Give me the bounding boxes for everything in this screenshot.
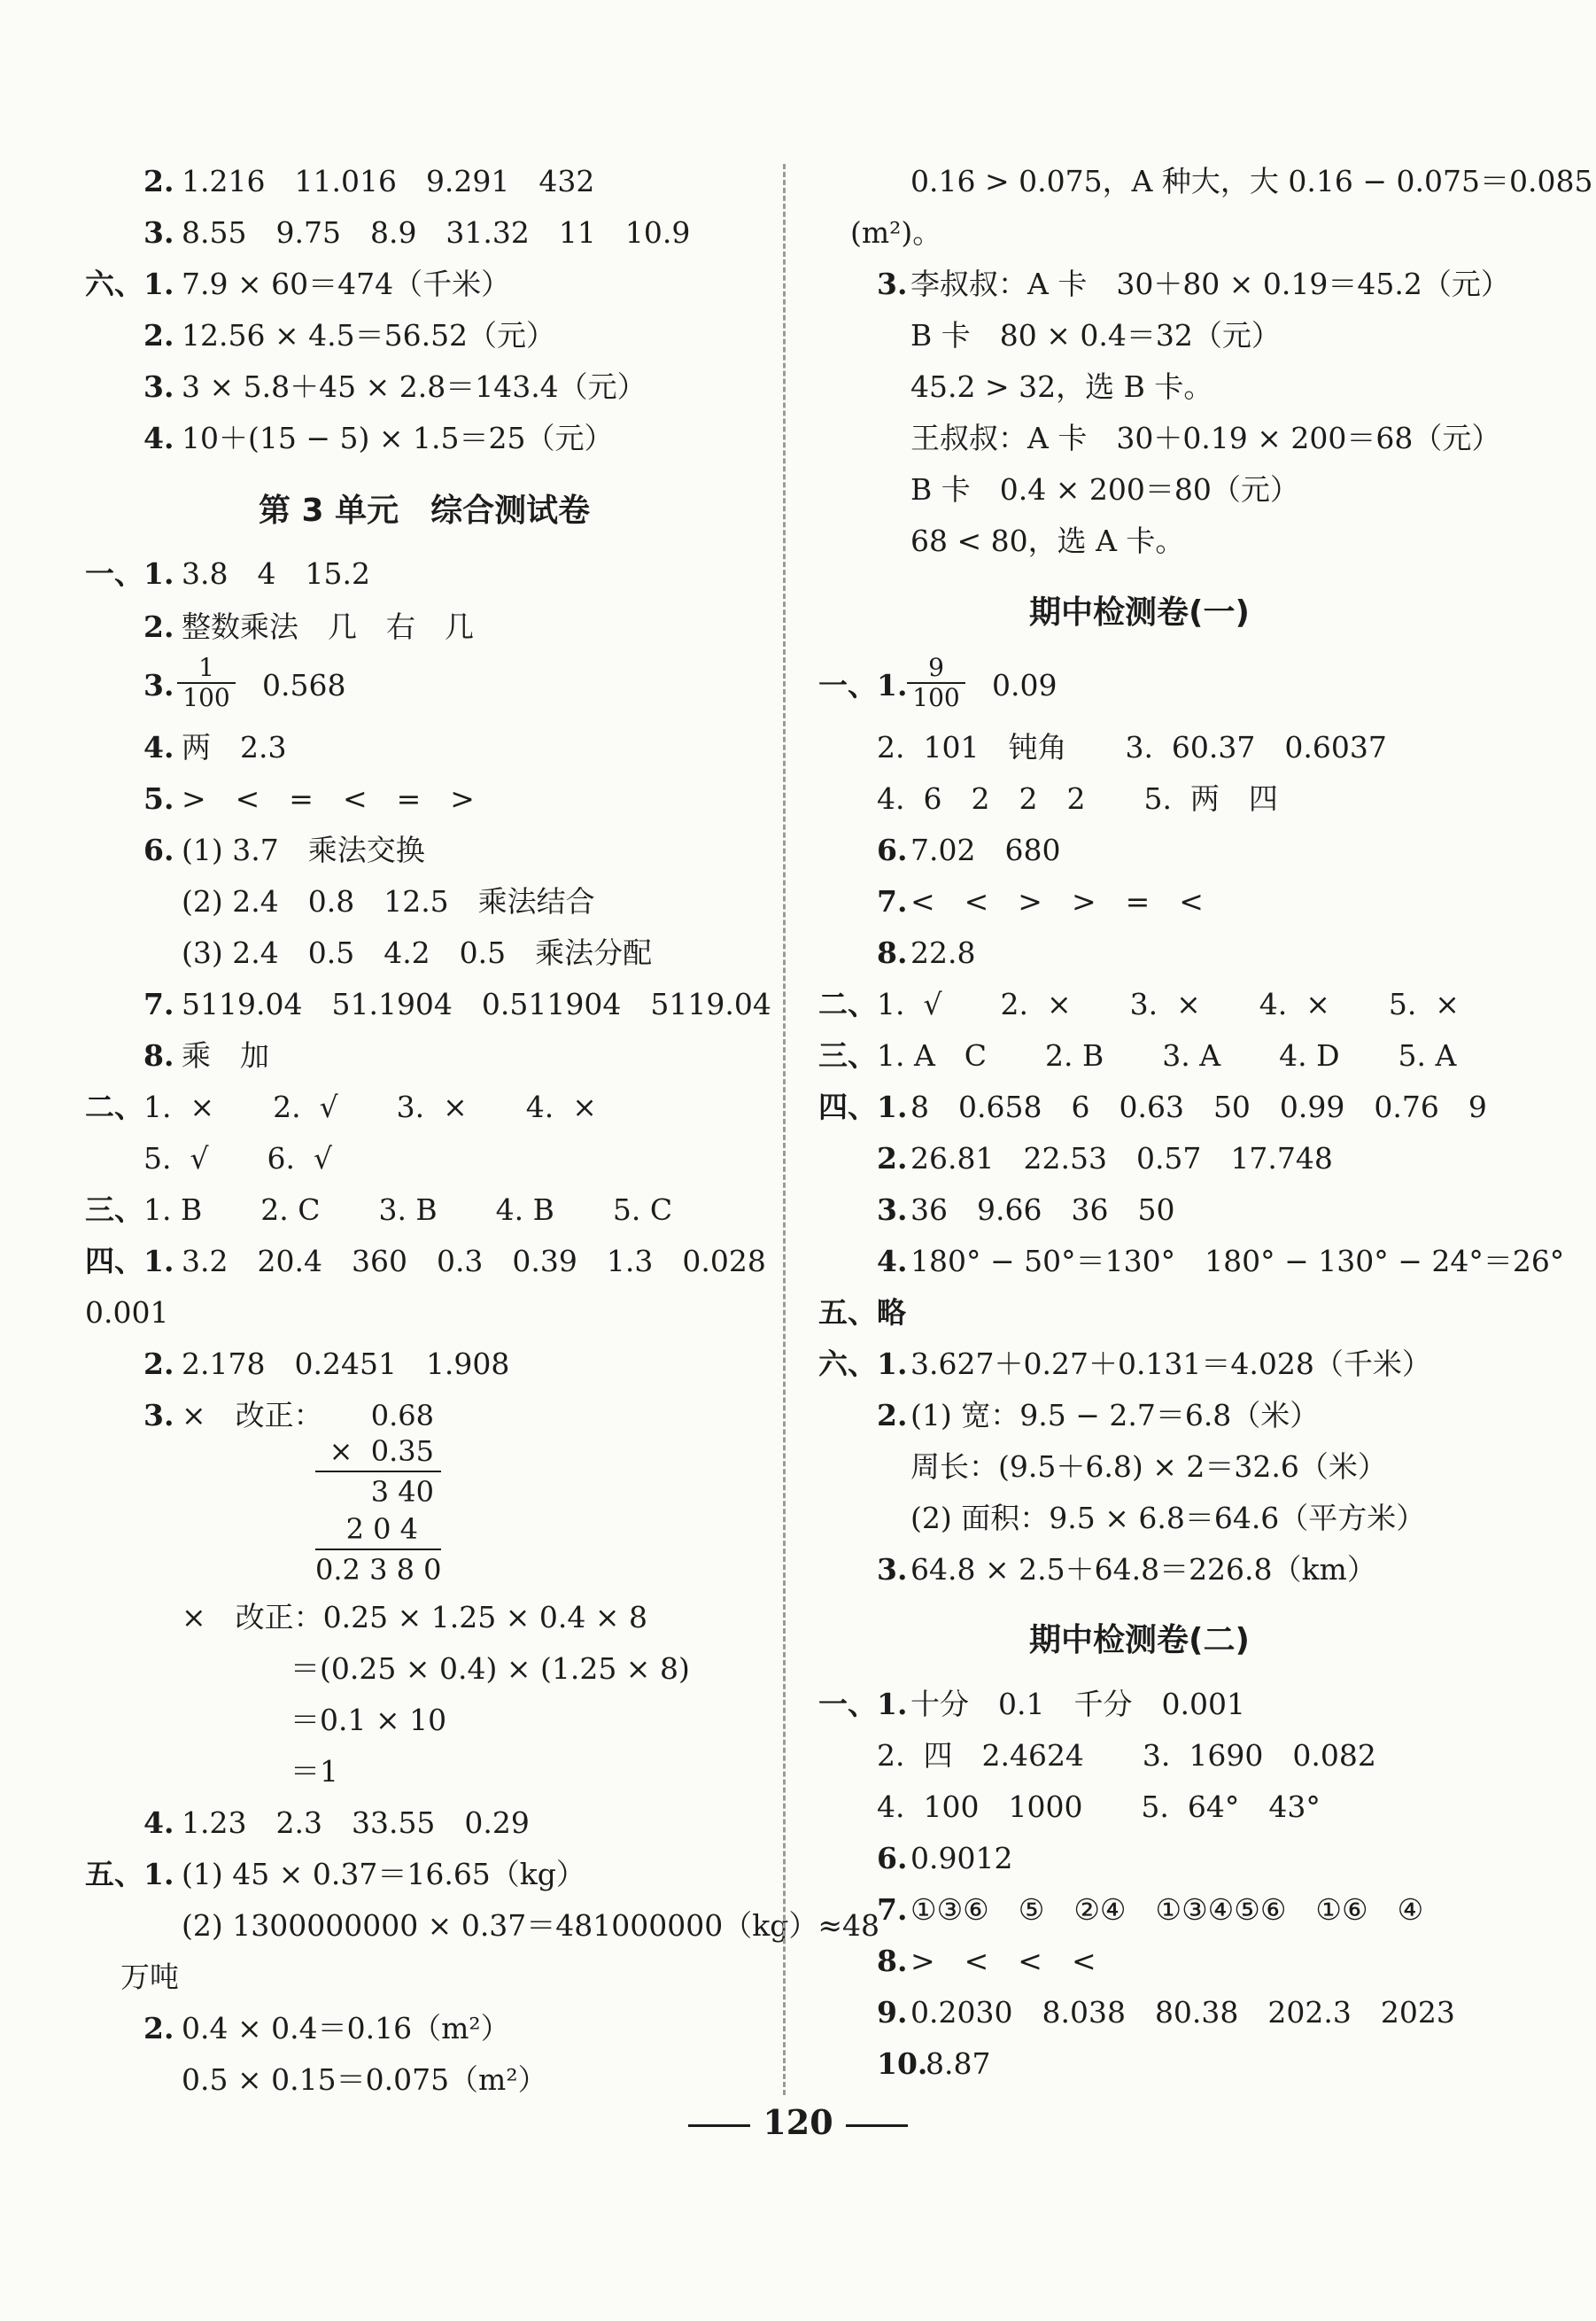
- midterm-1-title: 期中检测卷(一): [1029, 594, 1250, 631]
- footer-dash: [688, 2124, 750, 2127]
- answer-line: 0.9012: [910, 1841, 1013, 1875]
- item-number: 5.: [143, 781, 174, 816]
- fraction-numerator: 9: [928, 653, 944, 682]
- answer-line: 3.627＋0.27＋0.131＝4.028（千米）: [910, 1347, 1431, 1381]
- answer-line: 1. × 2. √ 3. × 4. ×: [143, 1090, 597, 1124]
- section-label: 三、: [85, 1192, 143, 1227]
- item-number: 1.: [143, 1857, 174, 1891]
- page-number: 120: [763, 2102, 833, 2142]
- item-number: 2.: [143, 609, 174, 644]
- answer-line: 1. A C 2. B 3. A 4. D 5. A: [877, 1038, 1457, 1073]
- multiplicand: 0.68: [370, 1399, 434, 1432]
- answer-line: 8.55 9.75 8.9 31.32 11 10.9: [182, 215, 691, 250]
- answer-line: ＝0.1 × 10: [291, 1703, 447, 1737]
- item-number: 2.: [877, 1398, 908, 1432]
- fraction: [177, 654, 236, 712]
- answer-line: × 改正：: [182, 1398, 323, 1432]
- section-label: 一、: [85, 556, 143, 591]
- item-number: 9.: [877, 1995, 908, 2030]
- answer-line: 0.09: [992, 668, 1058, 703]
- item-number: 8.: [877, 935, 908, 970]
- section-label: 二、: [85, 1090, 143, 1124]
- section-label: 一、: [818, 1687, 877, 1721]
- item-number: 3.: [143, 668, 174, 703]
- answer-line: 5119.04 51.1904 0.511904 5119.04: [182, 987, 771, 1021]
- answer-line: ＝1: [291, 1754, 338, 1789]
- answer-line: 3.8 4 15.2: [182, 556, 370, 591]
- answer-line: 李叔叔：A 卡 30＋80 × 0.19＝45.2（元）: [910, 267, 1510, 301]
- answer-line: 7.02 680: [910, 833, 1061, 867]
- item-number: 2.: [877, 1141, 908, 1176]
- answer-line: 4. 100 1000 5. 64° 43°: [877, 1789, 1321, 1824]
- answer-line: > < = < = >: [182, 781, 475, 816]
- section-label: 六、: [85, 267, 143, 301]
- answer-line: 8 0.658 6 0.63 50 0.99 0.76 9: [910, 1090, 1487, 1124]
- answer-line: 45.2 > 32，选 B 卡。: [910, 369, 1213, 404]
- item-number: 6.: [143, 833, 174, 867]
- partial-product: 2 0 4: [345, 1512, 418, 1546]
- answer-line: 12.56 × 4.5＝56.52（元）: [182, 318, 556, 353]
- item-number: 6.: [877, 1841, 908, 1875]
- answer-line: (1) 宽：9.5 − 2.7＝6.8（米）: [910, 1398, 1320, 1432]
- fraction-denominator: 100: [907, 682, 965, 712]
- answer-line: 两 2.3: [182, 730, 287, 765]
- answer-line: < < > > = <: [910, 884, 1204, 919]
- item-number: 7.: [143, 987, 174, 1021]
- section-label: 三、: [818, 1038, 877, 1073]
- answer-line: (2) 1300000000 × 0.37＝481000000（kg）≈48: [182, 1908, 880, 1943]
- item-number: 7.: [877, 1892, 908, 1927]
- answer-line: > < < <: [910, 1944, 1096, 1978]
- answer-line: 0.16 > 0.075，A 种大，大 0.16 − 0.075＝0.085: [910, 164, 1593, 198]
- answer-line: 乘 加: [182, 1038, 269, 1073]
- item-number: 4.: [877, 1244, 908, 1278]
- fraction-numerator: 1: [198, 653, 214, 682]
- item-number: 10.: [877, 2046, 928, 2081]
- item-number: 3.: [143, 369, 174, 404]
- item-number: 3.: [143, 1398, 174, 1432]
- answer-line: 68 < 80，选 A 卡。: [910, 524, 1185, 558]
- item-number: 4.: [143, 1805, 174, 1840]
- answer-line: 万吨: [120, 1960, 179, 1994]
- answer-line: 8.87: [926, 2046, 991, 2081]
- answer-line: (m²)。: [850, 215, 942, 250]
- item-number: 2.: [143, 164, 174, 198]
- answer-line: 1.23 2.3 33.55 0.29: [182, 1805, 530, 1840]
- answer-line: 0.4 × 0.4＝0.16（m²）: [182, 2011, 510, 2045]
- answer-line: 王叔叔：A 卡 30＋0.19 × 200＝68（元）: [910, 421, 1501, 455]
- item-number: 3.: [877, 267, 908, 301]
- item-number: 4.: [143, 730, 174, 765]
- answer-line: 2. 101 钝角 3. 60.37 0.6037: [877, 730, 1387, 765]
- answer-line: 3.2 20.4 360 0.3 0.39 1.3 0.028: [182, 1244, 766, 1278]
- midterm-2-title: 期中检测卷(二): [1029, 1622, 1250, 1658]
- answer-line: 10＋(15 − 5) × 1.5＝25（元）: [182, 421, 614, 455]
- item-number: 3.: [877, 1552, 908, 1587]
- item-number: 1.: [877, 1090, 908, 1124]
- answer-line: 1. √ 2. × 3. × 4. × 5. ×: [877, 987, 1460, 1021]
- answer-line: 180° − 50°＝130° 180° − 130° − 24°＝26°: [910, 1244, 1565, 1278]
- section-label: 四、: [85, 1244, 143, 1278]
- footer-dash: [846, 2124, 908, 2127]
- answer-line: 0.001: [85, 1295, 169, 1330]
- item-number: 1.: [877, 1347, 908, 1381]
- item-number: 6.: [877, 833, 908, 867]
- answer-line: 36 9.66 36 50: [910, 1192, 1175, 1227]
- answer-line: B 卡 0.4 × 200＝80（元）: [910, 472, 1299, 507]
- answer-line: 1.216 11.016 9.291 432: [182, 164, 595, 198]
- answer-line: 整数乘法 几 右 几: [182, 609, 474, 644]
- item-number: 1.: [877, 1687, 908, 1721]
- item-number: 8.: [143, 1038, 174, 1073]
- answer-line: 7.9 × 60＝474（千米）: [182, 267, 511, 301]
- answer-line: 周长：(9.5＋6.8) × 2＝32.6（米）: [910, 1449, 1387, 1484]
- answer-line: (2) 2.4 0.8 12.5 乘法结合: [182, 884, 595, 919]
- item-number: 3.: [143, 215, 174, 250]
- answer-line: 64.8 × 2.5＋64.8＝226.8（km）: [910, 1552, 1376, 1587]
- unit3-title: 第 3 单元 综合测试卷: [259, 493, 591, 529]
- product: 0.2 3 8 0: [315, 1553, 442, 1587]
- answer-line: B 卡 80 × 0.4＝32（元）: [910, 318, 1281, 353]
- answer-line: 0.568: [262, 668, 346, 703]
- answer-line: ①③⑥ ⑤ ②④ ①③④⑤⑥ ①⑥ ④: [910, 1892, 1424, 1927]
- fraction: [907, 654, 965, 712]
- answer-line: 22.8: [910, 935, 976, 970]
- rule-line: [315, 1471, 441, 1472]
- item-number: 3.: [877, 1192, 908, 1227]
- rule-line: [315, 1549, 441, 1550]
- answer-line: 1. B 2. C 3. B 4. B 5. C: [143, 1192, 673, 1227]
- answer-line: (3) 2.4 0.5 4.2 0.5 乘法分配: [182, 935, 653, 970]
- item-number: 4.: [143, 421, 174, 455]
- item-number: 1.: [143, 1244, 174, 1278]
- answer-line: (1) 3.7 乘法交换: [182, 833, 425, 867]
- answer-line: (2) 面积：9.5 × 6.8＝64.6（平方米）: [910, 1501, 1426, 1535]
- item-number: 1.: [143, 267, 174, 301]
- answer-line: 4. 6 2 2 2 5. 两 四: [877, 781, 1278, 816]
- item-number: 1.: [143, 556, 174, 591]
- answer-line: 0.2030 8.038 80.38 202.3 2023: [910, 1995, 1455, 2030]
- fraction-denominator: 100: [177, 682, 236, 712]
- item-number: 1.: [877, 668, 908, 703]
- answer-line: 3 × 5.8＋45 × 2.8＝143.4（元）: [182, 369, 647, 404]
- item-number: 2.: [143, 318, 174, 353]
- section-label: 二、: [818, 987, 877, 1021]
- section-label: 五、略: [818, 1295, 906, 1330]
- section-label: 六、: [818, 1347, 877, 1381]
- partial-product: 3 40: [370, 1475, 434, 1509]
- answer-line: 2. 四 2.4624 3. 1690 0.082: [877, 1738, 1376, 1773]
- answer-line: 2.178 0.2451 1.908: [182, 1347, 510, 1381]
- column-divider: [783, 164, 786, 2095]
- answer-line: 0.5 × 0.15＝0.075（m²）: [182, 2062, 547, 2097]
- answer-line: × 改正：0.25 × 1.25 × 0.4 × 8: [182, 1600, 647, 1634]
- item-number: 8.: [877, 1944, 908, 1978]
- page-footer: [0, 2101, 1596, 2144]
- item-number: 7.: [877, 884, 908, 919]
- section-label: 五、: [85, 1857, 143, 1891]
- answer-line: 5. √ 6. √: [143, 1141, 332, 1176]
- answer-line: 26.81 22.53 0.57 17.748: [910, 1141, 1333, 1176]
- answer-line: (1) 45 × 0.37＝16.65（kg）: [182, 1857, 585, 1891]
- section-label: 一、: [818, 668, 877, 703]
- item-number: 2.: [143, 1347, 174, 1381]
- section-label: 四、: [818, 1090, 877, 1124]
- multiplier: × 0.35: [329, 1434, 434, 1468]
- answer-line: 十分 0.1 千分 0.001: [910, 1687, 1245, 1721]
- answer-line: ＝(0.25 × 0.4) × (1.25 × 8): [291, 1651, 690, 1686]
- item-number: 2.: [143, 2011, 174, 2045]
